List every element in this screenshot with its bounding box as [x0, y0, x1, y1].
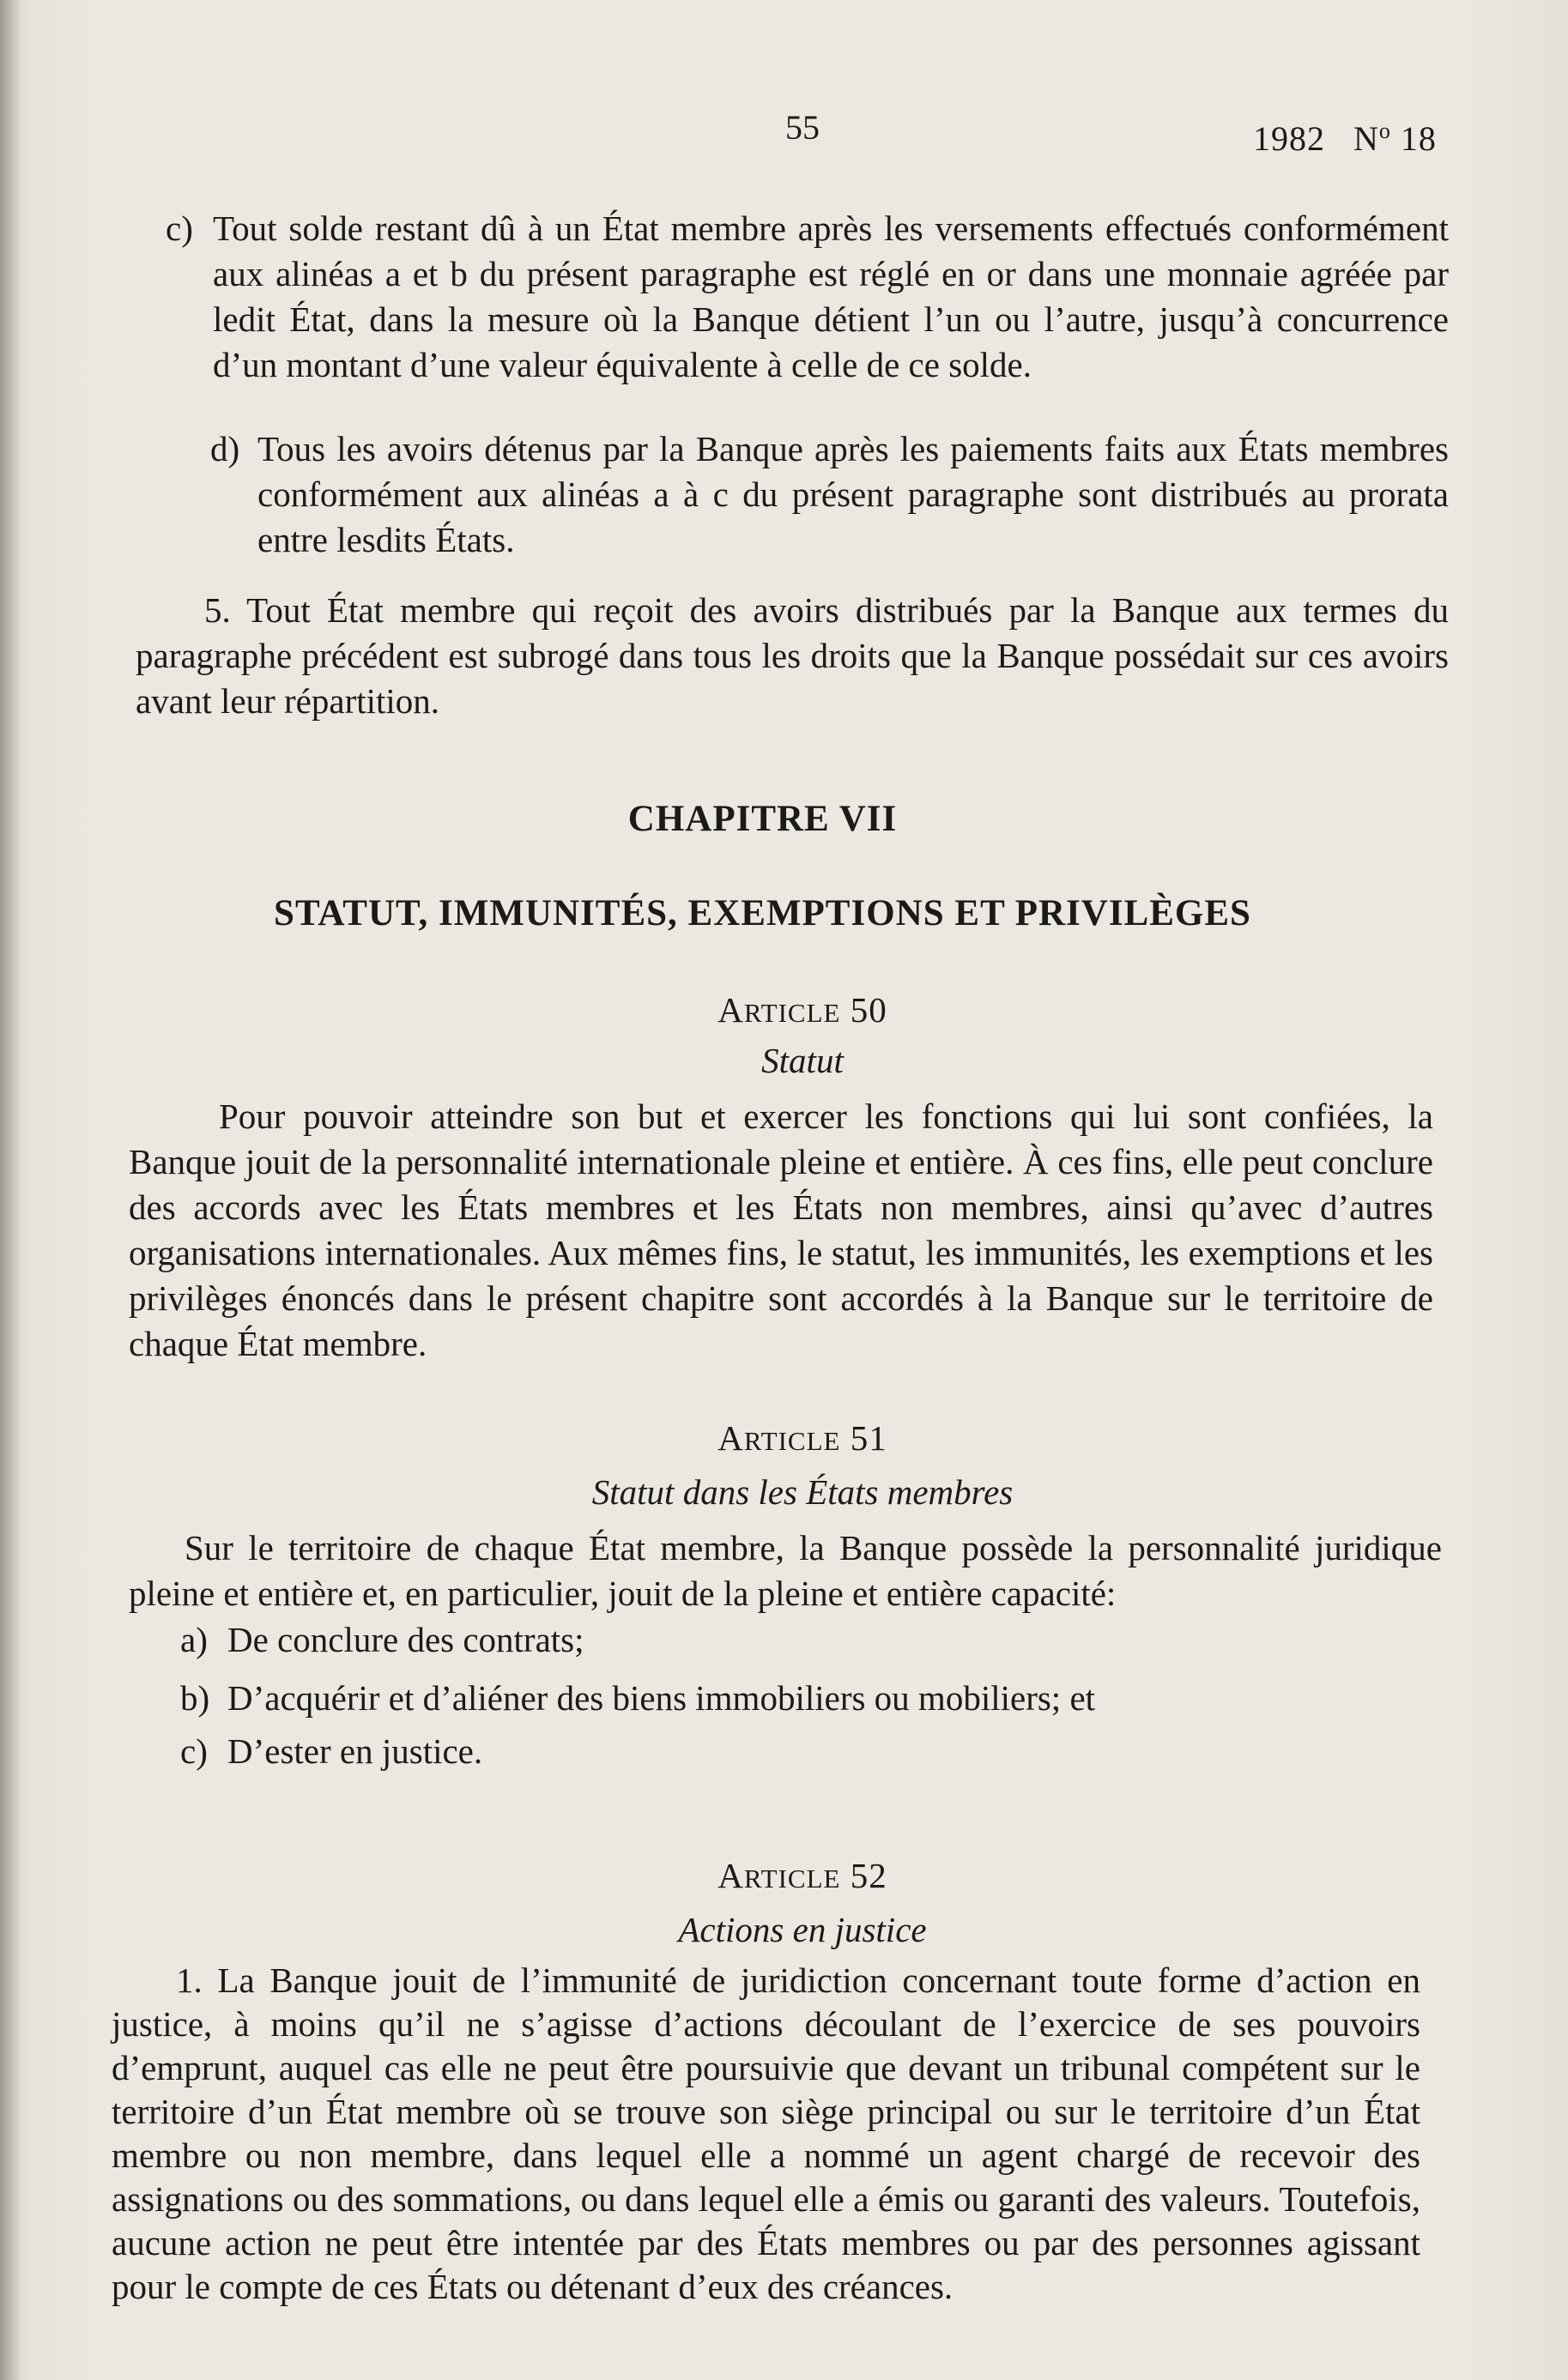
chapter-title: CHAPITRE VII [627, 799, 898, 839]
item-b-text: D’acquérir et d’aliéner des biens immobiliers ou mobiliers; et [227, 1678, 1096, 1718]
article-51-heading [0, 1417, 1568, 1459]
paragraph-5: 5. Tout État membre qui reçoit des avoirs distribués par la Banque aux termes du paragraphe précédent est subrogé dans tous les droits que la Banque possédait sur ces avoirs avant leur répartition. [136, 590, 1449, 721]
article-51-item-a [180, 1617, 584, 1663]
article-51-number: 51 [850, 1418, 887, 1458]
page-spine-shadow [0, 0, 22, 2380]
article-50-title: Statut [761, 1041, 844, 1080]
article-52-heading [0, 1855, 1568, 1896]
item-c-marker: c) [180, 1731, 208, 1771]
header-number-sup: o [1378, 118, 1391, 143]
item-a-text: De conclure des contrats; [227, 1620, 584, 1659]
article-51-title: Statut dans les États membres [591, 1472, 1014, 1512]
article-50-heading [0, 989, 1568, 1030]
paragraph-d-marker: d) [210, 429, 240, 468]
article-51-label-rest: RTICLE [743, 1426, 841, 1456]
article-52-number: 52 [850, 1856, 887, 1895]
header-number: 18 [1400, 119, 1437, 158]
article-50-text: Pour pouvoir atteindre son but et exercer les fonctions qui lui sont confiées, la Banque jouit de la personnalité internationale pleine et entière. À ces fins, elle peut conclure des accords avec les États membres et les États non membres, ainsi qu’avec d’autres organisations internationales. Aux mêmes fins, le statut, les immunités, les exemptions et les privilèges énoncés dans le présent chapitre sont accordés à la Banque sur le territoire de chaque État membre. [129, 1096, 1433, 1363]
paragraph-d-text: Tous les avoirs détenus par la Banque après les paiements faits aux États membres conformément aux alinéas a à c du présent paragraphe sont distribués au prorata entre lesdits États. [257, 429, 1449, 559]
article-51-item-c [180, 1729, 482, 1774]
page-number: 55 [785, 108, 820, 147]
article-50-label-first: A [717, 990, 744, 1030]
running-header [1253, 118, 1437, 159]
article-52-title: Actions en justice [678, 1910, 927, 1949]
header-year: 1982 [1253, 119, 1325, 158]
article-52-label-rest: RTICLE [743, 1864, 841, 1894]
chapter-subtitle: STATUT, IMMUNITÉS, EXEMPTIONS ET PRIVILÈGES [274, 893, 1251, 933]
article-51-item-b [180, 1676, 1095, 1721]
item-c-text: D’ester en justice. [227, 1731, 483, 1771]
paragraph-d [210, 426, 1449, 563]
article-50-number: 50 [850, 990, 887, 1030]
header-number-prefix: N [1353, 119, 1379, 158]
paragraph-c-marker: c) [166, 208, 193, 248]
article-51-label-first: A [717, 1418, 744, 1458]
item-b-marker: b) [180, 1678, 210, 1718]
paragraph-c-text: Tout solde restant dû à un État membre après les versements effectués conformément aux alinéas a et b du présent paragraphe est réglé en or dans une monnaie agréée par ledit État, dans la mesure où la Banque détient l’un ou l’autre, jusqu’à concurrence d’un montant d’une valeur équivalente à celle de ce solde. [213, 208, 1449, 384]
article-51-text: Sur le territoire de chaque État membre, la Banque possède la personnalité juridique pleine et entière et, en particulier, jouit de la pleine et entière capacité: [129, 1528, 1442, 1613]
article-50-label-rest: RTICLE [743, 998, 841, 1028]
paragraph-c [166, 206, 1449, 388]
item-a-marker: a) [180, 1620, 208, 1659]
article-52-label-first: A [717, 1856, 744, 1895]
article-52-text: 1. La Banque jouit de l’immunité de juridiction concernant toute forme d’action en justice, à moins qu’il ne s’agisse d’actions découlant de l’exercice de ses pouvoirs d’emprunt, auquel cas elle ne peut être poursuivie que devant un tribunal compétent sur le territoire d’un État membre où se trouve son siège principal ou sur le territoire d’un État membre ou non membre, dans lequel elle a nommé un agent chargé de recevoir des assignations ou des sommations, ou dans lequel elle a émis ou garanti des valeurs. Toutefois, aucune action ne peut être intentée par des États membres ou par des personnes agissant pour le compte de ces États ou détenant d’eux des créances. [112, 1960, 1420, 2306]
